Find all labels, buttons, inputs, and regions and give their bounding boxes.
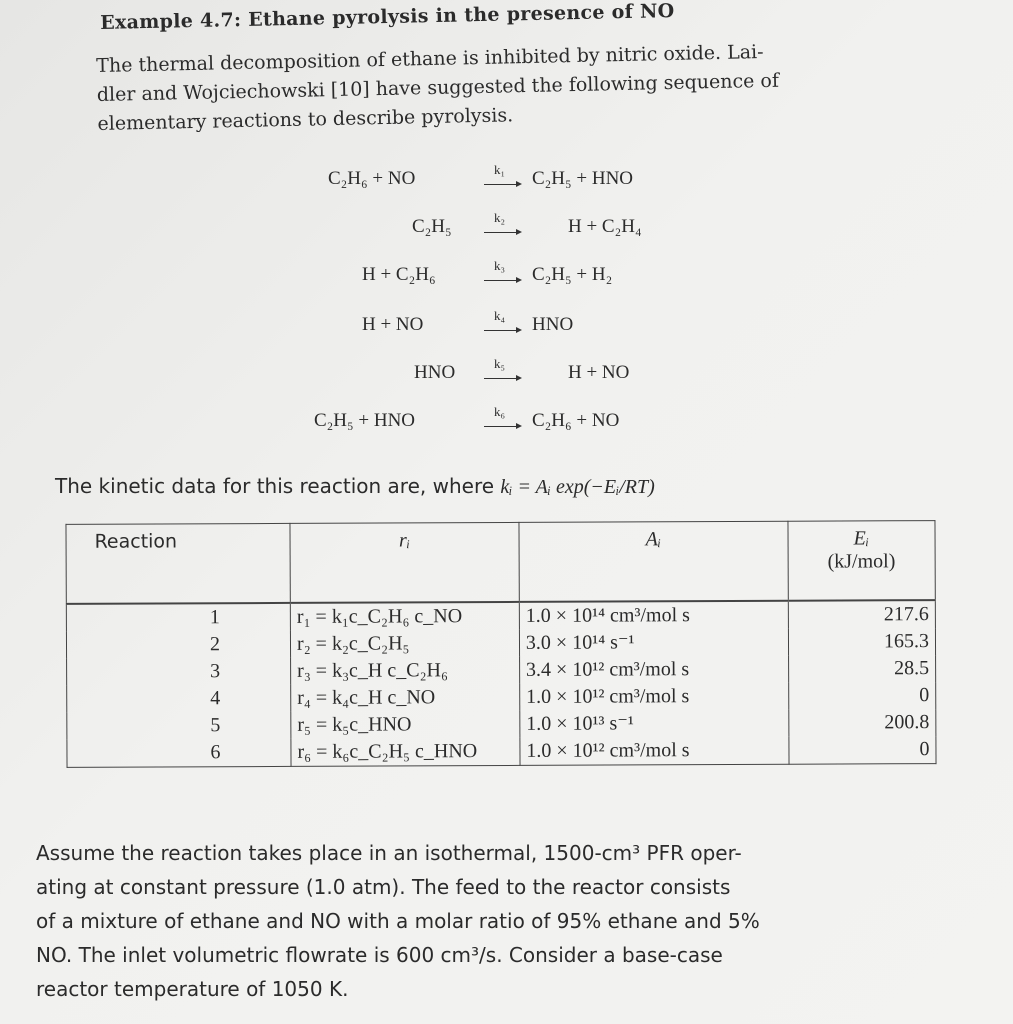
intro-line: elementary reactions to describe pyrolysis.	[97, 104, 514, 135]
header-reaction: Reaction	[66, 523, 290, 603]
reaction-left: H + C₂H₆	[362, 264, 436, 285]
arrhenius-formula: kᵢ = Aᵢ exp(−Eᵢ/RT)	[500, 476, 655, 498]
intro-line: dler and Wojciechowski [10] have suggested the following sequence of	[96, 69, 780, 106]
header-e-symbol: Eᵢ	[853, 527, 870, 550]
cell-rate-expression: r₂ = k₂c_C₂H₅	[290, 630, 519, 658]
table-row	[66, 600, 935, 632]
cell-rate-expression: r₄ = k₄c_H c_NO	[291, 684, 520, 712]
cell-preexponential: 1.0 × 10¹² cm³/mol s	[520, 683, 789, 711]
cell-reaction-number: 6	[67, 739, 291, 767]
reaction-right: H + NO	[568, 362, 630, 383]
cell-reaction-number: 3	[67, 658, 291, 686]
closing-line: Assume the reaction takes place in an isothermal, 1500-cm³ PFR oper-	[36, 841, 742, 865]
cell-reaction-number: 1	[66, 603, 290, 632]
closing-line: reactor temperature of 1050 K.	[36, 977, 349, 1001]
reaction-3	[300, 258, 720, 292]
reaction-left: C₂H₅ + HNO	[314, 410, 416, 431]
table-row	[67, 682, 936, 713]
reaction-left: C₂H₆ + NO	[328, 168, 416, 189]
closing-line: NO. The inlet volumetric flowrate is 600 cm³/s. Consider a base-case	[36, 943, 723, 967]
table-header-row	[66, 521, 935, 604]
kinetic-intro-text: The kinetic data for this reaction are, where	[55, 474, 495, 498]
kinetic-data-table	[65, 520, 936, 768]
reaction-arrow	[484, 258, 524, 288]
cell-rate-expression: r₁ = k₁c_C₂H₆ c_NO	[290, 602, 519, 631]
reaction-4	[300, 308, 720, 342]
reaction-5	[300, 356, 720, 390]
header-e-unit: (kJ/mol)	[827, 550, 896, 573]
rate-constant: k₆	[494, 404, 506, 419]
cell-preexponential: 3.4 × 10¹² cm³/mol s	[519, 656, 788, 684]
cell-reaction-number: 5	[67, 712, 291, 740]
cell-activation-energy: 165.3	[788, 628, 936, 656]
cell-activation-energy: 217.6	[788, 600, 936, 629]
closing-line: ating at constant pressure (1.0 atm). The feed to the reactor consists	[36, 875, 731, 899]
cell-rate-expression: r₃ = k₃c_H c_C₂H₆	[291, 657, 520, 685]
rate-constant: k₅	[494, 356, 506, 371]
cell-activation-energy: 0	[788, 682, 936, 710]
header-preexponential: Aᵢ	[519, 521, 788, 602]
header-rate: rᵢ	[290, 522, 519, 602]
reaction-right: C₂H₅ + H₂	[532, 264, 613, 285]
closing-line: of a mixture of ethane and NO with a molar ratio of 95% ethane and 5%	[36, 909, 760, 933]
reaction-arrow	[484, 404, 524, 434]
reaction-left: HNO	[414, 362, 456, 383]
header-activation-energy	[788, 521, 936, 601]
cell-preexponential: 3.0 × 10¹⁴ s⁻¹	[519, 629, 788, 657]
reaction-right: C₂H₆ + NO	[532, 410, 620, 431]
reaction-2	[300, 210, 720, 244]
reaction-left: H + NO	[362, 314, 424, 335]
kinetic-intro	[55, 474, 655, 499]
rate-constant: k₂	[494, 210, 506, 225]
rate-constant: k₃	[494, 258, 506, 273]
cell-reaction-number: 4	[67, 685, 291, 713]
cell-preexponential: 1.0 × 10¹² cm³/mol s	[520, 737, 789, 766]
reaction-arrow	[484, 210, 524, 240]
reaction-right: HNO	[532, 314, 574, 335]
reaction-6	[300, 404, 720, 438]
reaction-right: C₂H₅ + HNO	[532, 168, 634, 189]
table-row	[67, 709, 936, 740]
reaction-1	[300, 162, 720, 196]
reaction-arrow	[484, 162, 524, 192]
intro-paragraph	[96, 34, 938, 139]
cell-rate-expression: r₆ = k₆c_C₂H₅ c_HNO	[291, 738, 520, 766]
cell-preexponential: 1.0 × 10¹³ s⁻¹	[520, 710, 789, 738]
cell-rate-expression: r₅ = k₅c_HNO	[291, 711, 520, 739]
reaction-left: C₂H₅	[412, 216, 452, 237]
closing-paragraph	[36, 836, 986, 1006]
table-row	[67, 736, 936, 767]
cell-activation-energy: 28.5	[788, 655, 936, 683]
example-title: Example 4.7: Ethane pyrolysis in the presence of NO	[100, 0, 675, 34]
cell-reaction-number: 2	[66, 631, 290, 659]
cell-activation-energy: 0	[789, 736, 937, 764]
table-row	[67, 655, 936, 686]
rate-constant: k₁	[494, 162, 506, 177]
table-row	[66, 628, 935, 659]
cell-preexponential: 1.0 × 10¹⁴ cm³/mol s	[519, 601, 788, 630]
reaction-arrow	[484, 356, 524, 386]
cell-activation-energy: 200.8	[788, 709, 936, 737]
rate-constant: k₄	[494, 308, 506, 323]
intro-line: The thermal decomposition of ethane is inhibited by nitric oxide. Lai-	[96, 41, 764, 77]
reaction-right: H + C₂H₄	[568, 216, 642, 237]
reaction-arrow	[484, 308, 524, 338]
